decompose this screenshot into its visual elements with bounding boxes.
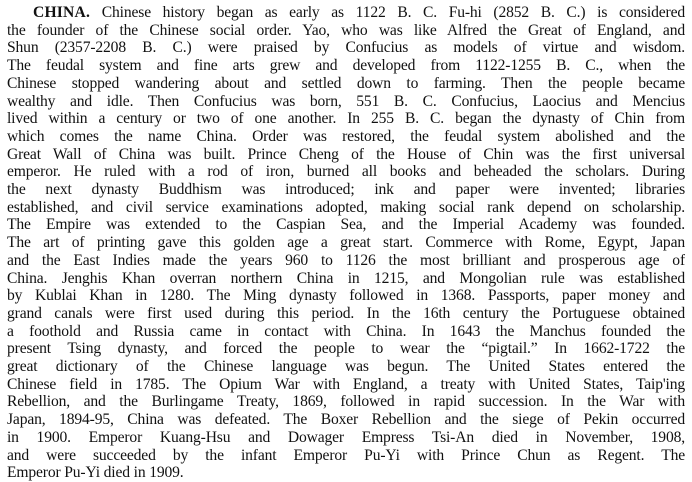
text-line-7: lived within a century or two of one another. In 255 B. C. began the dynasty of Chin from bbox=[7, 110, 685, 128]
text-line-17: by Kublai Khan in 1280. The Ming dynasty followed in 1368. Passports, paper money and bbox=[7, 287, 685, 305]
text-line-11: the next dynasty Buddhism was introduced; ink and paper were invented; libraries bbox=[7, 181, 685, 199]
text-line-9: Great Wall of China was built. Prince Cheng of the House of Chin was the first universal bbox=[7, 145, 685, 163]
text-line-10: emperor. He ruled with a rod of iron, burned all books and beheaded the scholars. During bbox=[7, 163, 685, 181]
text-line-21: great dictionary of the Chinese language was begun. The United States entered the bbox=[7, 358, 685, 376]
text-line-14: The art of printing gave this golden age a great start. Commerce with Rome, Egypt, Japan bbox=[7, 234, 685, 252]
text-line-23: Rebellion, and the Burlingame Treaty, 1869, followed in rapid succession. In the War with bbox=[7, 393, 685, 411]
text-line-25: in 1900. Emperor Kuang-Hsu and Dowager Empress Tsi-An died in November, 1908, bbox=[7, 428, 685, 446]
text-line-27: Emperor Pu-Yi died in 1909. bbox=[7, 464, 184, 482]
text-line-18: grand canals were first used during this period. In the 16th century the Portuguese obtained bbox=[7, 304, 685, 322]
text-line-20: present Tsing dynasty, and forced the people to wear the “pigtail.” In 1662-1722 the bbox=[7, 340, 685, 358]
article-title: CHINA. bbox=[33, 4, 91, 21]
text-line-15: and the East Indies made the years 960 to 1126 the most brilliant and prosperous age of bbox=[7, 251, 685, 269]
text-line-1 bbox=[7, 4, 685, 22]
article-body bbox=[7, 4, 685, 482]
text-line-16: China. Jenghis Khan overran northern China in 1215, and Mongolian rule was established bbox=[7, 269, 685, 287]
text-line-26: and were succeeded by the infant Emperor Pu-Yi with Prince Chun as Regent. The bbox=[7, 446, 685, 464]
text-line-5: Chinese stopped wandering about and settled down to farming. Then the people became bbox=[7, 74, 685, 92]
text-line-13: The Empire was extended to the Caspian Sea, and the Imperial Academy was founded. bbox=[7, 216, 685, 234]
text-line-8: which comes the name China. Order was restored, the feudal system abolished and the bbox=[7, 127, 685, 145]
text-line-4: The feudal system and fine arts grew and developed from 1122-1255 B. C., when the bbox=[7, 57, 685, 75]
text-line-12: established, and civil service examinations adopted, making social rank depend on scholarship. bbox=[7, 198, 685, 216]
text-line-3: Shun (2357-2208 B. C.) were praised by Confucius as models of virtue and wisdom. bbox=[7, 39, 685, 57]
text-line-19: a foothold and Russia came in contact with China. In 1643 the Manchus founded the bbox=[7, 322, 685, 340]
text-line-6: wealthy and idle. Then Confucius was born, 551 B. C. Confucius, Laocius and Mencius bbox=[7, 92, 685, 110]
text-line-24: Japan, 1894-95, China was defeated. The Boxer Rebellion and the siege of Pekin occurred bbox=[7, 411, 685, 429]
text-line-22: Chinese field in 1785. The Opium War with England, a treaty with United States, Taip'ing bbox=[7, 375, 685, 393]
text-line-1-rest: Chinese history began as early as 1122 B. C. Fu-hi (2852 B. C.) is considered bbox=[90, 4, 685, 21]
text-line-2: the founder of the Chinese social order. Yao, who was like Alfred the Great of England, and bbox=[7, 21, 685, 39]
